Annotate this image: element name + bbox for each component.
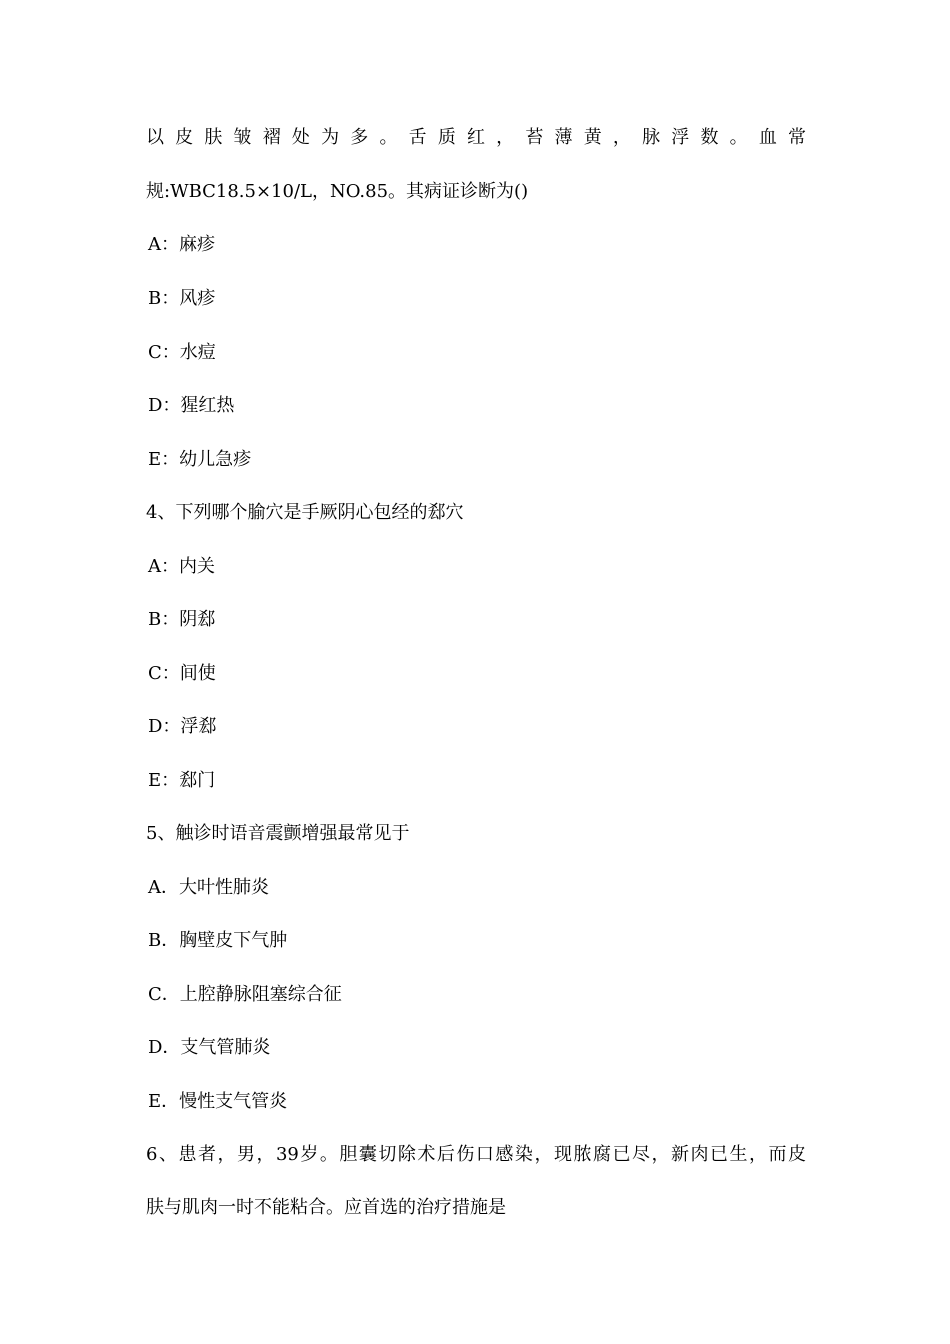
q4-question: 4、下列哪个腧穴是手厥阴心包经的郄穴 xyxy=(146,502,464,523)
q5-option-e: E．慢性支气管炎 xyxy=(148,1091,288,1112)
q5-option-d: D．支气管肺炎 xyxy=(148,1037,271,1058)
q6-question-line-2: 肤与肌肉一时不能粘合。应首选的治疗措施是 xyxy=(146,1197,506,1218)
q4-option-e: E：郄门 xyxy=(148,770,216,791)
q4-option-b: B：阴郄 xyxy=(148,609,216,630)
q4-option-a: A：内关 xyxy=(148,556,215,577)
q5-question: 5、触诊时语音震颤增强最常见于 xyxy=(146,823,410,844)
q3-option-b: B：风疹 xyxy=(148,288,216,309)
q6-question-line-1: 6、患者，男，39岁。胆囊切除术后伤口感染，现脓腐已尽，新肉已生，而皮 xyxy=(146,1144,806,1165)
q5-option-c: C．上腔静脉阻塞综合征 xyxy=(148,984,342,1005)
q4-option-c: C：间使 xyxy=(148,663,216,684)
q3-text-line-2: 规:WBC18.5×10/L，NO.85。其病证诊断为() xyxy=(146,181,529,202)
q5-option-a: A．大叶性肺炎 xyxy=(148,877,269,898)
q3-option-a: A：麻疹 xyxy=(148,234,215,255)
q3-option-c: C：水痘 xyxy=(148,342,216,363)
q4-option-d: D：浮郄 xyxy=(148,716,217,737)
q3-option-e: E：幼儿急疹 xyxy=(148,449,252,470)
q5-option-b: B．胸壁皮下气肿 xyxy=(148,930,288,951)
q3-text-line-1: 以皮肤皱褶处为多。舌质红，苔薄黄，脉浮数。血常 xyxy=(146,127,806,148)
q3-option-d: D：猩红热 xyxy=(148,395,235,416)
